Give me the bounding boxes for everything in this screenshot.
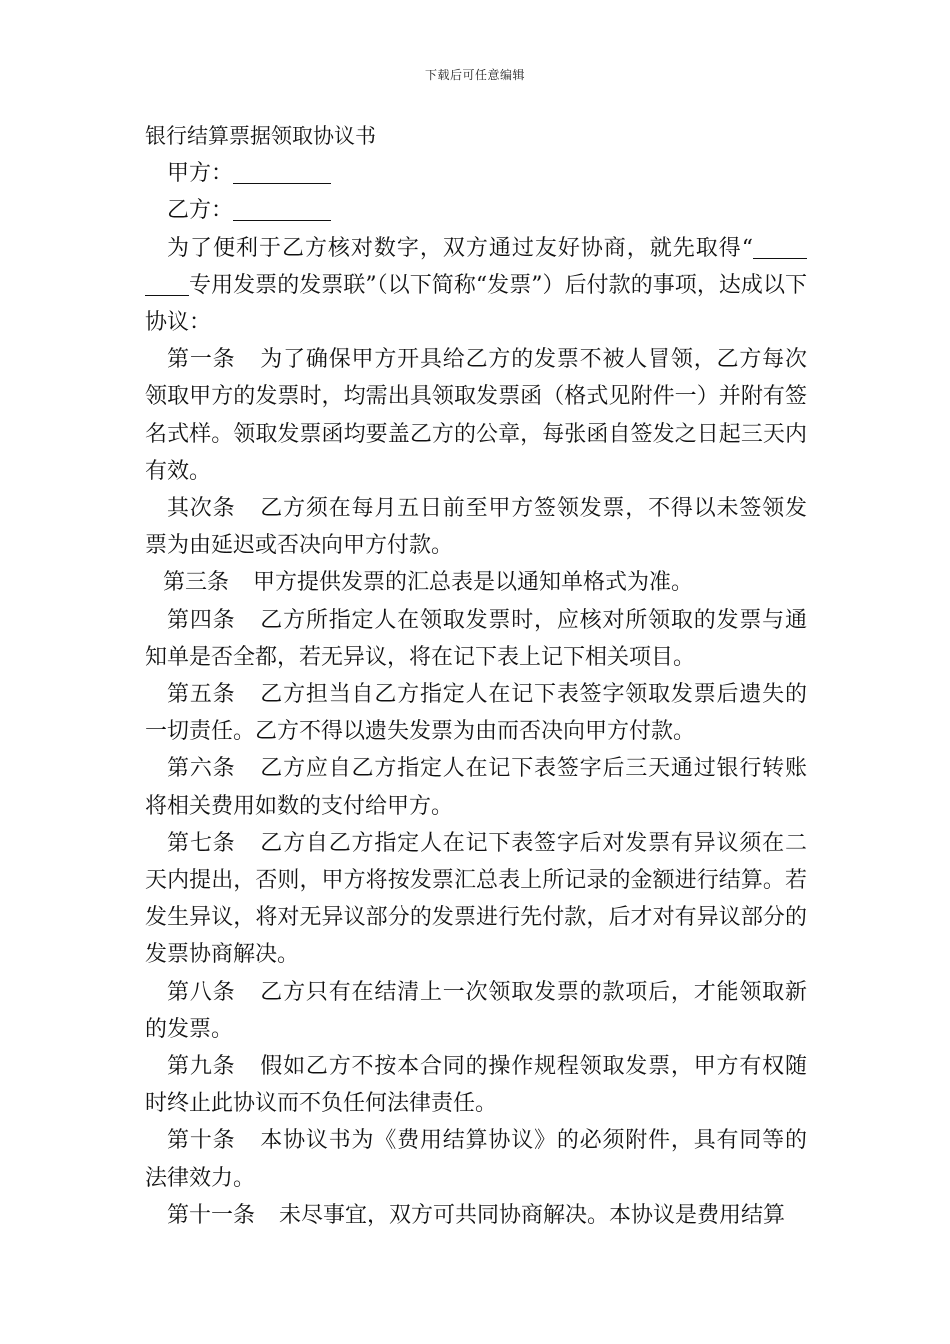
article-text: 假如乙方不按本合同的操作规程领取发票，甲方有权随时终止此协议而不负任何法律责任。 <box>145 1054 807 1117</box>
article-text: 乙方自乙方指定人在记下表签字后对发票有异议须在二天内提出，否则，甲方将按发票汇总表上所记录的金额进行结算。若发生异议，将对无异议部分的发票进行先付款，后才对有异议部分的发票协商解决。 <box>145 830 807 968</box>
party-b-label: 乙方： <box>167 198 234 224</box>
article-heading: 第一条 <box>167 347 236 373</box>
article-text: 乙方须在每月五日前至甲方签领发票，不得以未签领发票为由延迟或否决向甲方付款。 <box>145 496 807 559</box>
article-heading: 第四条 <box>167 607 236 633</box>
article-8 <box>145 974 807 1048</box>
article-heading: 第九条 <box>167 1054 236 1080</box>
intro-paragraph <box>145 230 807 342</box>
article-10 <box>145 1122 807 1196</box>
article-heading: 第三条 <box>163 570 230 596</box>
article-4 <box>145 602 807 676</box>
party-a-line <box>145 155 807 192</box>
article-text: 乙方所指定人在领取发票时，应核对所领取的发票与通知单是否全都，若无异议，将在记下表上记下相关项目。 <box>145 607 807 670</box>
intro-text-start: 为了便利于乙方核对数字，双方通过友好协商，就先取得“ <box>167 235 753 261</box>
article-9 <box>145 1048 807 1122</box>
article-text: 乙方只有在结清上一次领取发票的款项后，才能领取新的发票。 <box>145 979 807 1042</box>
header-note: 下载后可任意编辑 <box>424 68 525 82</box>
invoice-type-blank-1 <box>753 234 807 259</box>
article-text: 甲方提供发票的汇总表是以通知单格式为准。 <box>253 570 694 596</box>
article-7 <box>145 825 807 974</box>
document-title: 银行结算票据领取协议书 <box>145 124 376 148</box>
article-heading: 第五条 <box>167 682 236 708</box>
article-6 <box>145 750 807 824</box>
article-text: 乙方应自乙方指定人在记下表签字后三天通过银行转账将相关费用如数的支付给甲方。 <box>145 756 807 819</box>
article-text: 为了确保甲方开具给乙方的发票不被人冒领，乙方每次领取甲方的发票时，均需出具领取发票函（格式见附件一）并附有签名式样。领取发票函均要盖乙方的公章，每张函自签发之日起三天内有效。 <box>145 347 807 484</box>
invoice-type-blank-2 <box>145 271 189 296</box>
party-a-label: 甲方： <box>167 161 234 187</box>
article-heading: 第十条 <box>167 1128 236 1154</box>
article-text: 本协议书为《费用结算协议》的必须附件，具有同等的法律效力。 <box>145 1128 807 1191</box>
article-heading: 第八条 <box>167 979 236 1005</box>
article-heading: 其次条 <box>167 496 236 522</box>
article-2 <box>145 490 807 564</box>
article-heading: 第七条 <box>167 830 236 856</box>
article-5 <box>145 676 807 750</box>
party-b-blank <box>233 196 331 221</box>
party-a-blank <box>233 159 331 184</box>
intro-text-end: 专用发票的发票联”（以下简称“发票”）后付款的事项，达成以下协议： <box>145 272 807 336</box>
article-11 <box>145 1197 807 1234</box>
article-text: 乙方担当自乙方指定人在记下表签字领取发票后遗失的一切责任。乙方不得以遗失发票为由而否决向甲方付款。 <box>145 682 807 745</box>
article-1 <box>145 341 807 490</box>
article-3 <box>145 564 807 601</box>
document-body <box>145 118 807 1234</box>
article-text: 未尽事宜，双方可共同协商解决。本协议是费用结算 <box>279 1202 786 1228</box>
party-b-line <box>145 192 807 229</box>
article-heading: 第六条 <box>167 756 236 782</box>
article-heading: 第十一条 <box>167 1202 256 1228</box>
